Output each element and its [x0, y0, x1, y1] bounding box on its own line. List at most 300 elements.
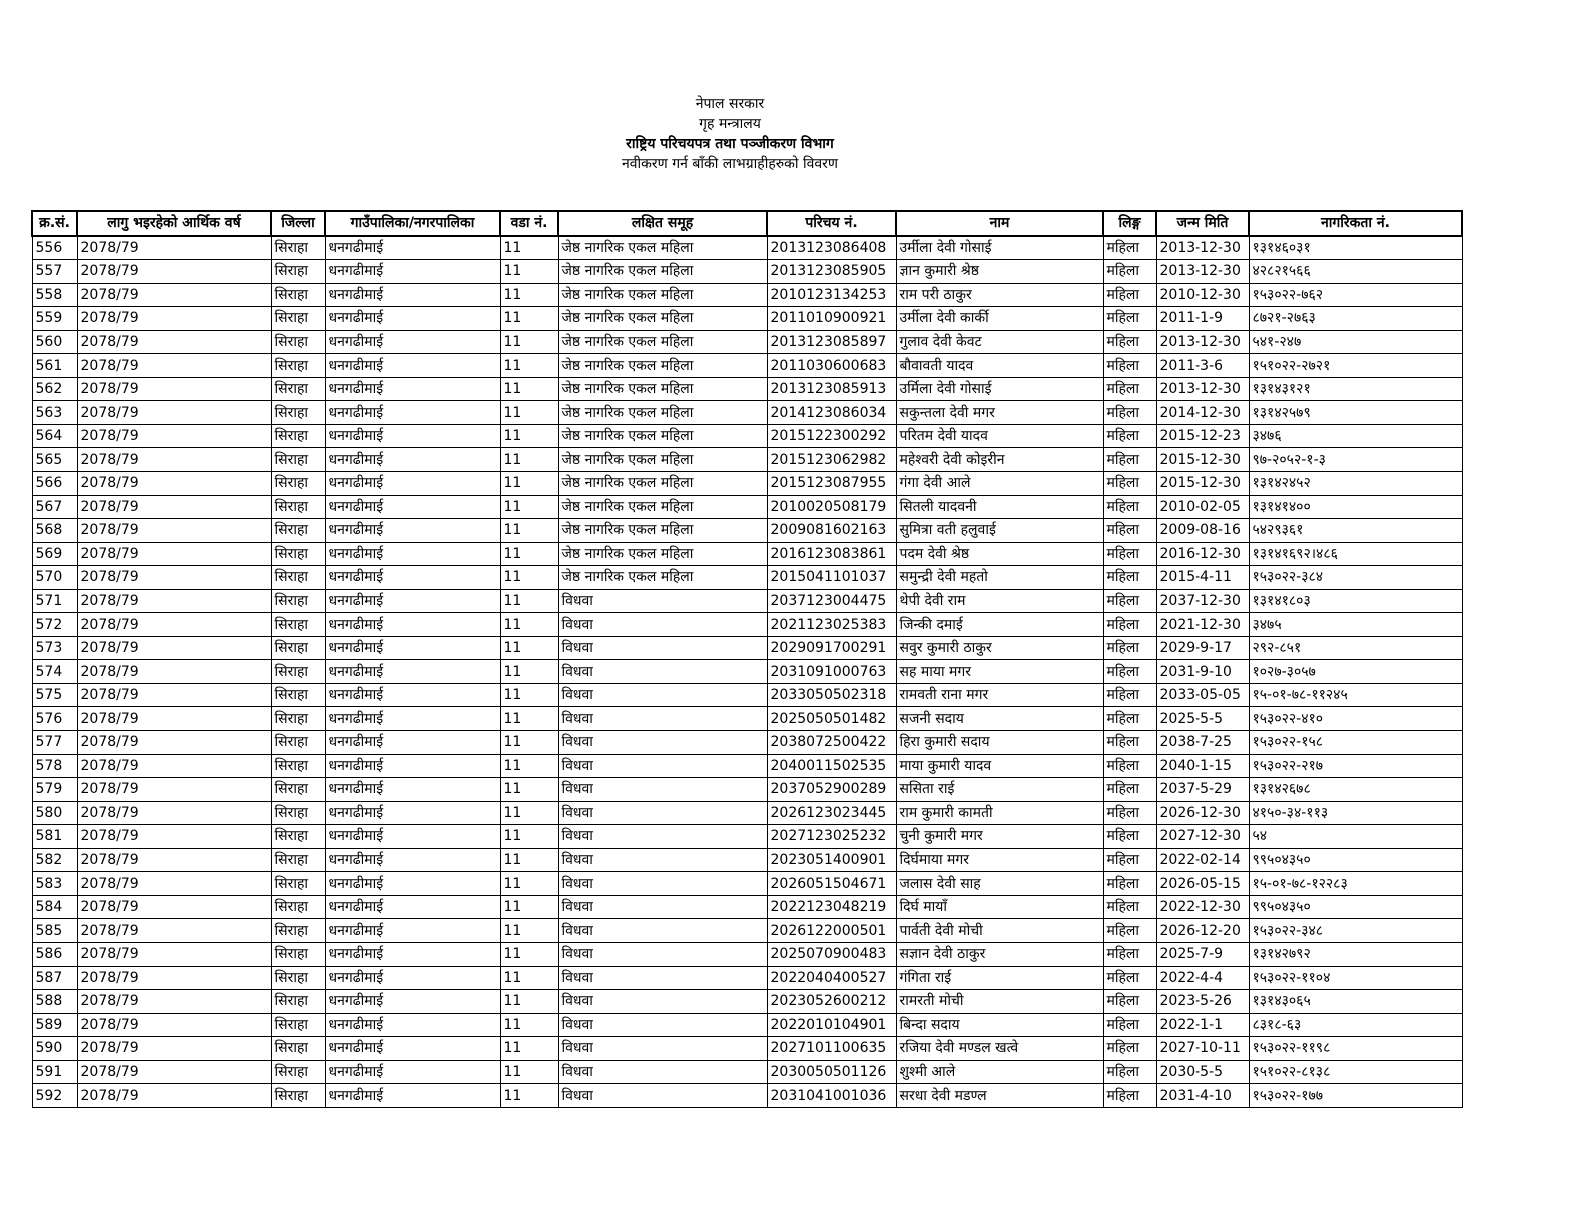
cell-serial: 567: [32, 495, 77, 519]
cell-gender: महिला: [1103, 1060, 1156, 1084]
cell-district: सिराहा: [271, 636, 325, 660]
cell-district: सिराहा: [271, 778, 325, 802]
cell-target-group: जेष्ठ नागरिक एकल महिला: [558, 307, 767, 331]
cell-ward: 11: [500, 377, 558, 401]
cell-id-number: 2013123085905: [767, 260, 896, 284]
cell-id-number: 2031041001036: [767, 1084, 896, 1108]
cell-serial: 577: [32, 731, 77, 755]
cell-target-group: विधवा: [558, 1037, 767, 1061]
cell-fiscal-year: 2078/79: [77, 307, 271, 331]
cell-ward: 11: [500, 260, 558, 284]
cell-id-number: 2015123062982: [767, 448, 896, 472]
cell-birth-date: 2027-12-30: [1156, 825, 1249, 849]
cell-id-number: 2031091000763: [767, 660, 896, 684]
cell-fiscal-year: 2078/79: [77, 942, 271, 966]
cell-name: महेश्वरी देवी कोइरीन: [896, 448, 1103, 472]
cell-district: सिराहा: [271, 919, 325, 943]
cell-name: उर्मीला देवी कार्की: [896, 307, 1103, 331]
cell-gender: महिला: [1103, 260, 1156, 284]
table-row: [32, 1084, 1462, 1108]
cell-gender: महिला: [1103, 283, 1156, 307]
column-header-district: जिल्ला: [271, 211, 325, 236]
cell-municipality: धनगढीमाई: [325, 919, 500, 943]
cell-serial: 571: [32, 589, 77, 613]
cell-citizenship-number: १३१४१६९२।४८६: [1249, 542, 1462, 566]
cell-birth-date: 2040-1-15: [1156, 754, 1249, 778]
cell-target-group: जेष्ठ नागरिक एकल महिला: [558, 377, 767, 401]
cell-target-group: जेष्ठ नागरिक एकल महिला: [558, 542, 767, 566]
cell-municipality: धनगढीमाई: [325, 990, 500, 1014]
cell-citizenship-number: ९७-२०५२-१-३: [1249, 448, 1462, 472]
cell-district: सिराहा: [271, 683, 325, 707]
cell-citizenship-number: १०२७-३०५७: [1249, 660, 1462, 684]
cell-id-number: 2027123025232: [767, 825, 896, 849]
cell-serial: 581: [32, 825, 77, 849]
cell-id-number: 2037052900289: [767, 778, 896, 802]
cell-birth-date: 2030-5-5: [1156, 1060, 1249, 1084]
cell-municipality: धनगढीमाई: [325, 472, 500, 496]
cell-birth-date: 2027-10-11: [1156, 1037, 1249, 1061]
table-row: [32, 683, 1462, 707]
cell-gender: महिला: [1103, 589, 1156, 613]
column-header-id-number: परिचय नं.: [767, 211, 896, 236]
cell-gender: महिला: [1103, 683, 1156, 707]
cell-ward: 11: [500, 731, 558, 755]
table-row: [32, 401, 1462, 425]
cell-citizenship-number: ८७२१-२७६३: [1249, 307, 1462, 331]
table-row: [32, 990, 1462, 1014]
cell-ward: 11: [500, 495, 558, 519]
cell-serial: 565: [32, 448, 77, 472]
cell-birth-date: 2022-1-1: [1156, 1013, 1249, 1037]
cell-citizenship-number: १५३०२२-३४८: [1249, 919, 1462, 943]
cell-ward: 11: [500, 401, 558, 425]
cell-gender: महिला: [1103, 848, 1156, 872]
cell-target-group: जेष्ठ नागरिक एकल महिला: [558, 330, 767, 354]
cell-birth-date: 2031-9-10: [1156, 660, 1249, 684]
cell-ward: 11: [500, 942, 558, 966]
table-row: [32, 895, 1462, 919]
cell-ward: 11: [500, 990, 558, 1014]
cell-municipality: धनगढीमाई: [325, 495, 500, 519]
cell-target-group: विधवा: [558, 872, 767, 896]
cell-ward: 11: [500, 448, 558, 472]
cell-gender: महिला: [1103, 566, 1156, 590]
cell-target-group: विधवा: [558, 848, 767, 872]
cell-district: सिराहा: [271, 495, 325, 519]
table-row: [32, 519, 1462, 543]
cell-citizenship-number: १५३०२२-११०४: [1249, 966, 1462, 990]
cell-id-number: 2027101100635: [767, 1037, 896, 1061]
cell-serial: 582: [32, 848, 77, 872]
ministry-title: गृह मन्त्रालय: [699, 116, 761, 132]
cell-target-group: विधवा: [558, 754, 767, 778]
cell-serial: 585: [32, 919, 77, 943]
government-title: नेपाल सरकार: [695, 96, 765, 112]
cell-citizenship-number: ५४२९३६१: [1249, 519, 1462, 543]
cell-serial: 588: [32, 990, 77, 1014]
cell-gender: महिला: [1103, 495, 1156, 519]
table-row: [32, 589, 1462, 613]
cell-target-group: जेष्ठ नागरिक एकल महिला: [558, 236, 767, 260]
cell-birth-date: 2029-9-17: [1156, 636, 1249, 660]
cell-ward: 11: [500, 825, 558, 849]
cell-id-number: 2014123086034: [767, 401, 896, 425]
cell-birth-date: 2026-12-20: [1156, 919, 1249, 943]
cell-gender: महिला: [1103, 448, 1156, 472]
cell-id-number: 2023052600212: [767, 990, 896, 1014]
cell-birth-date: 2011-1-9: [1156, 307, 1249, 331]
cell-district: सिराहा: [271, 990, 325, 1014]
cell-serial: 589: [32, 1013, 77, 1037]
table-row: [32, 919, 1462, 943]
cell-municipality: धनगढीमाई: [325, 566, 500, 590]
cell-birth-date: 2014-12-30: [1156, 401, 1249, 425]
cell-gender: महिला: [1103, 377, 1156, 401]
cell-fiscal-year: 2078/79: [77, 1084, 271, 1108]
cell-birth-date: 2021-12-30: [1156, 613, 1249, 637]
cell-ward: 11: [500, 707, 558, 731]
cell-target-group: जेष्ठ नागरिक एकल महिला: [558, 448, 767, 472]
cell-fiscal-year: 2078/79: [77, 848, 271, 872]
cell-municipality: धनगढीमाई: [325, 801, 500, 825]
cell-fiscal-year: 2078/79: [77, 542, 271, 566]
cell-district: सिराहा: [271, 613, 325, 637]
cell-municipality: धनगढीमाई: [325, 401, 500, 425]
cell-birth-date: 2010-12-30: [1156, 283, 1249, 307]
cell-serial: 569: [32, 542, 77, 566]
cell-gender: महिला: [1103, 895, 1156, 919]
cell-birth-date: 2010-02-05: [1156, 495, 1249, 519]
column-header-serial: क्र.सं.: [32, 211, 77, 236]
cell-citizenship-number: १५३०२२-४१०: [1249, 707, 1462, 731]
cell-fiscal-year: 2078/79: [77, 895, 271, 919]
cell-target-group: जेष्ठ नागरिक एकल महिला: [558, 260, 767, 284]
cell-name: रजिया देवी मण्डल खत्वे: [896, 1037, 1103, 1061]
table-row: [32, 966, 1462, 990]
cell-name: जिन्की दमाई: [896, 613, 1103, 637]
cell-district: सिराहा: [271, 825, 325, 849]
cell-name: गुलाव देवी केवट: [896, 330, 1103, 354]
cell-name: सरधा देवी मडण्ल: [896, 1084, 1103, 1108]
cell-name: समुन्द्री देवी महतो: [896, 566, 1103, 590]
cell-target-group: जेष्ठ नागरिक एकल महिला: [558, 283, 767, 307]
cell-municipality: धनगढीमाई: [325, 260, 500, 284]
table-row: [32, 472, 1462, 496]
cell-id-number: 2013123085913: [767, 377, 896, 401]
cell-citizenship-number: १५-०१-७८-१२२८३: [1249, 872, 1462, 896]
column-header-ward: वडा नं.: [500, 211, 558, 236]
cell-serial: 573: [32, 636, 77, 660]
cell-district: सिराहा: [271, 566, 325, 590]
cell-municipality: धनगढीमाई: [325, 1037, 500, 1061]
cell-fiscal-year: 2078/79: [77, 472, 271, 496]
cell-municipality: धनगढीमाई: [325, 283, 500, 307]
cell-serial: 557: [32, 260, 77, 284]
cell-id-number: 2033050502318: [767, 683, 896, 707]
table-row: [32, 613, 1462, 637]
cell-name: बिन्दा सदाय: [896, 1013, 1103, 1037]
cell-target-group: जेष्ठ नागरिक एकल महिला: [558, 424, 767, 448]
cell-fiscal-year: 2078/79: [77, 660, 271, 684]
cell-citizenship-number: १३१४१४००: [1249, 495, 1462, 519]
cell-citizenship-number: ४२८२१५६६: [1249, 260, 1462, 284]
cell-name: थेपी देवी राम: [896, 589, 1103, 613]
cell-citizenship-number: ९९५०४३५०: [1249, 895, 1462, 919]
cell-municipality: धनगढीमाई: [325, 872, 500, 896]
cell-district: सिराहा: [271, 1013, 325, 1037]
cell-name: पार्वती देवी मोची: [896, 919, 1103, 943]
cell-district: सिराहा: [271, 330, 325, 354]
cell-ward: 11: [500, 519, 558, 543]
cell-fiscal-year: 2078/79: [77, 401, 271, 425]
cell-id-number: 2029091700291: [767, 636, 896, 660]
cell-municipality: धनगढीमाई: [325, 236, 500, 260]
cell-fiscal-year: 2078/79: [77, 683, 271, 707]
cell-fiscal-year: 2078/79: [77, 919, 271, 943]
cell-citizenship-number: ३४७५: [1249, 613, 1462, 637]
cell-municipality: धनगढीमाई: [325, 589, 500, 613]
cell-name: उर्मिला देवी गोसाई: [896, 377, 1103, 401]
cell-fiscal-year: 2078/79: [77, 1037, 271, 1061]
cell-serial: 564: [32, 424, 77, 448]
cell-name: सजनी सदाय: [896, 707, 1103, 731]
cell-id-number: 2037123004475: [767, 589, 896, 613]
cell-target-group: विधवा: [558, 942, 767, 966]
cell-serial: 563: [32, 401, 77, 425]
cell-citizenship-number: १५३०२२-११९८: [1249, 1037, 1462, 1061]
table-row: [32, 566, 1462, 590]
cell-ward: 11: [500, 283, 558, 307]
cell-fiscal-year: 2078/79: [77, 566, 271, 590]
cell-ward: 11: [500, 895, 558, 919]
cell-target-group: विधवा: [558, 683, 767, 707]
cell-birth-date: 2026-05-15: [1156, 872, 1249, 896]
cell-id-number: 2011010900921: [767, 307, 896, 331]
cell-gender: महिला: [1103, 636, 1156, 660]
cell-municipality: धनगढीमाई: [325, 1013, 500, 1037]
cell-fiscal-year: 2078/79: [77, 495, 271, 519]
table-row: [32, 660, 1462, 684]
cell-name: राम कुमारी कामती: [896, 801, 1103, 825]
cell-serial: 586: [32, 942, 77, 966]
cell-fiscal-year: 2078/79: [77, 424, 271, 448]
cell-gender: महिला: [1103, 519, 1156, 543]
cell-name: रामवती राना मगर: [896, 683, 1103, 707]
cell-birth-date: 2033-05-05: [1156, 683, 1249, 707]
cell-name: गंगिता राई: [896, 966, 1103, 990]
cell-municipality: धनगढीमाई: [325, 754, 500, 778]
cell-district: सिराहा: [271, 260, 325, 284]
table-header-row: [32, 211, 1462, 236]
cell-municipality: धनगढीमाई: [325, 895, 500, 919]
cell-district: सिराहा: [271, 1037, 325, 1061]
cell-id-number: 2015122300292: [767, 424, 896, 448]
cell-ward: 11: [500, 919, 558, 943]
cell-id-number: 2010123134253: [767, 283, 896, 307]
cell-birth-date: 2015-12-30: [1156, 448, 1249, 472]
cell-fiscal-year: 2078/79: [77, 1013, 271, 1037]
cell-name: सकुन्तला देवी मगर: [896, 401, 1103, 425]
cell-citizenship-number: १५-०१-७८-११२४५: [1249, 683, 1462, 707]
table-row: [32, 754, 1462, 778]
cell-ward: 11: [500, 1037, 558, 1061]
cell-birth-date: 2037-5-29: [1156, 778, 1249, 802]
cell-citizenship-number: २९२-८५१: [1249, 636, 1462, 660]
beneficiary-table: [31, 210, 1463, 1108]
cell-municipality: धनगढीमाई: [325, 636, 500, 660]
cell-id-number: 2026123023445: [767, 801, 896, 825]
cell-target-group: विधवा: [558, 801, 767, 825]
cell-serial: 561: [32, 354, 77, 378]
table-row: [32, 307, 1462, 331]
cell-id-number: 2013123086408: [767, 236, 896, 260]
cell-citizenship-number: १५३०२२-१७७: [1249, 1084, 1462, 1108]
document-subtitle: नवीकरण गर्न बाँकी लाभग्राहीहरुको विवरण: [622, 156, 838, 172]
cell-ward: 11: [500, 236, 558, 260]
cell-target-group: विधवा: [558, 990, 767, 1014]
cell-gender: महिला: [1103, 330, 1156, 354]
cell-ward: 11: [500, 354, 558, 378]
cell-target-group: विधवा: [558, 1060, 767, 1084]
cell-target-group: विधवा: [558, 707, 767, 731]
cell-citizenship-number: १५३०२२-३८४: [1249, 566, 1462, 590]
cell-name: जलास देवी साह: [896, 872, 1103, 896]
cell-birth-date: 2031-4-10: [1156, 1084, 1249, 1108]
cell-fiscal-year: 2078/79: [77, 283, 271, 307]
cell-gender: महिला: [1103, 354, 1156, 378]
cell-target-group: विधवा: [558, 613, 767, 637]
cell-ward: 11: [500, 872, 558, 896]
cell-municipality: धनगढीमाई: [325, 424, 500, 448]
table-row: [32, 707, 1462, 731]
cell-district: सिराहा: [271, 660, 325, 684]
table-row: [32, 495, 1462, 519]
cell-gender: महिला: [1103, 307, 1156, 331]
cell-birth-date: 2025-7-9: [1156, 942, 1249, 966]
document-header: [0, 94, 1460, 174]
column-header-birth-date: जन्म मिति: [1156, 211, 1249, 236]
cell-name: सितली यादवनी: [896, 495, 1103, 519]
table-row: [32, 636, 1462, 660]
cell-fiscal-year: 2078/79: [77, 636, 271, 660]
cell-gender: महिला: [1103, 1084, 1156, 1108]
cell-gender: महिला: [1103, 825, 1156, 849]
cell-target-group: विधवा: [558, 636, 767, 660]
cell-ward: 11: [500, 778, 558, 802]
cell-municipality: धनगढीमाई: [325, 778, 500, 802]
cell-target-group: विधवा: [558, 731, 767, 755]
cell-gender: महिला: [1103, 613, 1156, 637]
cell-municipality: धनगढीमाई: [325, 825, 500, 849]
cell-district: सिराहा: [271, 236, 325, 260]
cell-gender: महिला: [1103, 1013, 1156, 1037]
cell-fiscal-year: 2078/79: [77, 1060, 271, 1084]
cell-district: सिराहा: [271, 307, 325, 331]
cell-id-number: 2040011502535: [767, 754, 896, 778]
cell-district: सिराहा: [271, 354, 325, 378]
cell-district: सिराहा: [271, 1084, 325, 1108]
cell-citizenship-number: १३१४२७९२: [1249, 942, 1462, 966]
cell-municipality: धनगढीमाई: [325, 613, 500, 637]
cell-name: राम परी ठाकुर: [896, 283, 1103, 307]
cell-gender: महिला: [1103, 472, 1156, 496]
cell-gender: महिला: [1103, 542, 1156, 566]
cell-district: सिराहा: [271, 424, 325, 448]
cell-birth-date: 2037-12-30: [1156, 589, 1249, 613]
cell-birth-date: 2016-12-30: [1156, 542, 1249, 566]
cell-name: दिर्घमाया मगर: [896, 848, 1103, 872]
cell-id-number: 2030050501126: [767, 1060, 896, 1084]
cell-ward: 11: [500, 424, 558, 448]
cell-target-group: जेष्ठ नागरिक एकल महिला: [558, 401, 767, 425]
cell-id-number: 2015123087955: [767, 472, 896, 496]
cell-id-number: 2025050501482: [767, 707, 896, 731]
cell-citizenship-number: १३१४३१२१: [1249, 377, 1462, 401]
cell-district: सिराहा: [271, 707, 325, 731]
cell-serial: 562: [32, 377, 77, 401]
cell-ward: 11: [500, 636, 558, 660]
cell-ward: 11: [500, 848, 558, 872]
cell-gender: महिला: [1103, 401, 1156, 425]
cell-id-number: 2013123085897: [767, 330, 896, 354]
cell-ward: 11: [500, 542, 558, 566]
cell-district: सिराहा: [271, 283, 325, 307]
column-header-gender: लिङ्ग: [1103, 211, 1156, 236]
cell-fiscal-year: 2078/79: [77, 354, 271, 378]
cell-citizenship-number: १५३०२२-१५८: [1249, 731, 1462, 755]
cell-serial: 578: [32, 754, 77, 778]
cell-citizenship-number: ३४७६: [1249, 424, 1462, 448]
cell-fiscal-year: 2078/79: [77, 825, 271, 849]
cell-name: सुमित्रा वती हलुवाई: [896, 519, 1103, 543]
cell-serial: 568: [32, 519, 77, 543]
cell-gender: महिला: [1103, 707, 1156, 731]
cell-serial: 583: [32, 872, 77, 896]
cell-target-group: विधवा: [558, 589, 767, 613]
cell-district: सिराहा: [271, 754, 325, 778]
cell-citizenship-number: १३१४२५७९: [1249, 401, 1462, 425]
cell-id-number: 2009081602163: [767, 519, 896, 543]
table-row: [32, 448, 1462, 472]
cell-id-number: 2026122000501: [767, 919, 896, 943]
table-row: [32, 848, 1462, 872]
cell-birth-date: 2011-3-6: [1156, 354, 1249, 378]
cell-gender: महिला: [1103, 424, 1156, 448]
cell-district: सिराहा: [271, 519, 325, 543]
cell-serial: 591: [32, 1060, 77, 1084]
table-row: [32, 330, 1462, 354]
cell-citizenship-number: ५४: [1249, 825, 1462, 849]
cell-name: पदम देवी श्रेष्ठ: [896, 542, 1103, 566]
cell-citizenship-number: १३१४६०३१: [1249, 236, 1462, 260]
cell-id-number: 2038072500422: [767, 731, 896, 755]
cell-target-group: विधवा: [558, 660, 767, 684]
cell-fiscal-year: 2078/79: [77, 731, 271, 755]
cell-ward: 11: [500, 660, 558, 684]
department-title: राष्ट्रिय परिचयपत्र तथा पञ्जीकरण विभाग: [626, 136, 834, 152]
cell-municipality: धनगढीमाई: [325, 354, 500, 378]
cell-citizenship-number: १३१४३०६५: [1249, 990, 1462, 1014]
cell-name: माया कुमारी यादव: [896, 754, 1103, 778]
cell-target-group: जेष्ठ नागरिक एकल महिला: [558, 495, 767, 519]
cell-target-group: विधवा: [558, 966, 767, 990]
cell-target-group: विधवा: [558, 919, 767, 943]
table-row: [32, 731, 1462, 755]
cell-ward: 11: [500, 307, 558, 331]
cell-serial: 575: [32, 683, 77, 707]
cell-ward: 11: [500, 613, 558, 637]
